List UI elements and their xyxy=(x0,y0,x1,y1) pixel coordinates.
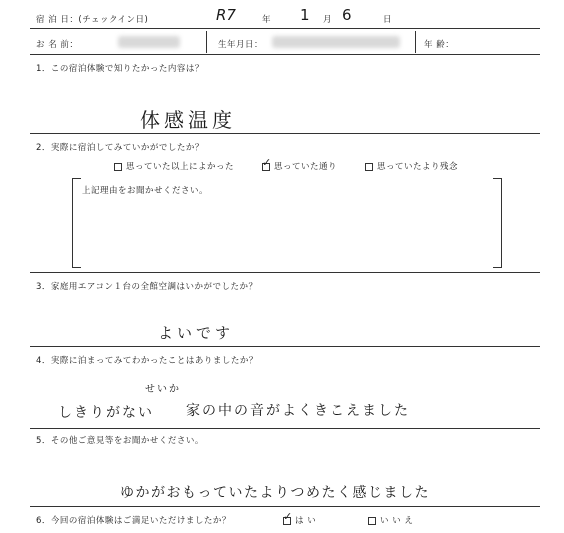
q3-question: 3．家庭用エアコン１台の全館空調はいかがでしたか？ xyxy=(36,282,258,292)
q4-answer-post: 家の中の音がよくきこえました xyxy=(186,403,410,419)
q2-checkbox-2[interactable] xyxy=(262,155,272,171)
age-label: 年 齢： xyxy=(424,40,455,50)
q3-answer: よいです xyxy=(158,324,235,342)
month-value: 1 xyxy=(300,6,310,24)
name-label: お 名 前： xyxy=(36,40,79,50)
header-divider-2 xyxy=(415,31,416,53)
q5-line xyxy=(30,506,540,507)
q6-yes-checkbox[interactable] xyxy=(283,509,293,525)
q4-answer-note: せいか xyxy=(145,384,181,395)
q2-question: 2．実際に宿泊してみていかがでしたか？ xyxy=(36,143,204,153)
q6-yes-option[interactable]: ✓ は い xyxy=(283,509,317,526)
q6-check-mark: ✓ xyxy=(283,509,293,523)
q1-answer: 体感温度 xyxy=(140,108,236,132)
day-label: 日 xyxy=(383,15,393,25)
day-value: 6 xyxy=(342,6,352,24)
q2-line xyxy=(30,272,540,273)
header-divider-1 xyxy=(206,31,207,53)
q2-check-mark: ✓ xyxy=(262,155,272,169)
q4-line xyxy=(30,428,540,429)
q2-option-2[interactable]: ✓ 思っていた通り xyxy=(262,155,338,172)
q2-reason-box[interactable] xyxy=(72,178,502,268)
birth-label: 生年月日： xyxy=(218,40,264,50)
q3-line xyxy=(30,346,540,347)
q2-option-3[interactable]: 思っていたより残念 xyxy=(365,160,458,172)
q5-question: 5．その他ご意見等をお聞かせください。 xyxy=(36,436,204,446)
q4-question: 4．実際に泊まってみてわかったことはありましたか？ xyxy=(36,356,258,366)
month-label: 月 xyxy=(323,15,333,25)
q5-answer: ゆかがおもっていたよりつめたく感じました xyxy=(120,485,430,501)
reason-bracket-left xyxy=(72,178,81,268)
era-value: R7 xyxy=(216,6,236,24)
q6-no-checkbox[interactable] xyxy=(368,517,376,525)
q2-option-1[interactable]: 思っていた以上によかった xyxy=(114,160,234,172)
q4-answer-pre: しきりがない xyxy=(58,405,154,421)
reason-bracket-right xyxy=(493,178,502,268)
q6-question: 6．今回の宿泊体験はご満足いただけましたか？ xyxy=(36,516,231,526)
name-redacted xyxy=(118,36,180,48)
q6-no-option[interactable]: い い え xyxy=(368,514,413,526)
header-line-2 xyxy=(30,54,540,55)
year-label: 年 xyxy=(262,15,272,25)
q1-line xyxy=(30,133,540,134)
q2-checkbox-3[interactable] xyxy=(365,163,373,171)
q1-question: 1．この宿泊体験で知りたかった内容は？ xyxy=(36,64,204,74)
header-line-1 xyxy=(30,28,540,29)
birthdate-redacted xyxy=(272,36,400,48)
q2-checkbox-1[interactable] xyxy=(114,163,122,171)
q2-reason-label: 上記理由をお聞かせください。 xyxy=(82,186,209,196)
stay-date-label: 宿 泊 日：(チェックイン日) xyxy=(36,15,149,25)
